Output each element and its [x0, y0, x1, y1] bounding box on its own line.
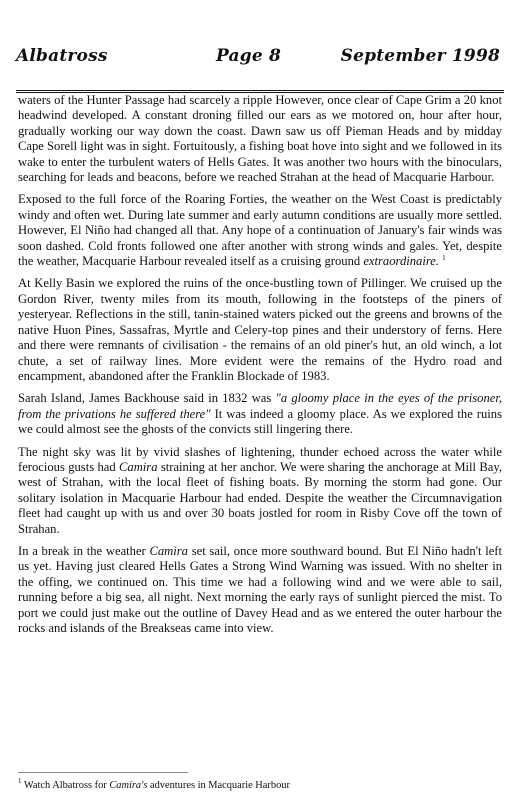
boat-name: Camira — [119, 459, 158, 474]
paragraph-6 — [18, 544, 502, 636]
paragraph-4 — [18, 391, 502, 437]
paragraph-1 — [18, 93, 502, 185]
paragraph-3 — [18, 276, 502, 384]
publication-title: Albatross — [16, 46, 108, 66]
paragraph-5 — [18, 445, 502, 537]
paragraph-5-text-end: straining at her anchor. We were sharing the anchorage at Mill Bay, west of Strahan, with the local fleet of fishing boats. By morning the storm had gone. Our solitary isolation in Macquarie Harbour had ended. Despite the weather the Circumnavigation fleet had caught up with us and over 30 boats jostled for room in Risby Cove off the town of Strahan. — [18, 459, 502, 536]
paragraph-4-text: Sarah Island, James Backhouse said in 1832 was — [18, 391, 276, 406]
footnote-boat-name: Camira's — [109, 780, 148, 791]
emphasis-text: extraordinaire. — [363, 254, 440, 269]
paragraph-3-text: At Kelly Basin we explored the ruins of the once-bustling town of Pillinger. We cruised up the Gordon River, twenty miles from its mouth, following in the footsteps of the piners of yesteryear. Reflections in the still, tanin-stained waters picked out the greens and browns of the native Huon Pines, Sassafras, Myrtle and Celery-top pines and their understory of ferns. Here and there were remnants of civilisation - the remains of an old piner's hut, an old winch, a lot chute, a set of railway lines. More evident were the remains of the Hydro road and encampment, abandoned after the Franklin Blockade of 1983. — [18, 276, 502, 383]
issue-date: September 1998 — [340, 46, 500, 66]
paragraph-4-text-end: It was indeed a gloomy place. As we explored the ruins we could almost see the ghosts of the convicts still lingering there. — [18, 406, 502, 437]
footnote — [18, 777, 290, 792]
article-body — [18, 93, 502, 643]
paragraph-6-text-end: set sail, once more southward bound. But El Niño hadn't left us yet. Having just cleared Hells Gates a Strong Wind Warning was issued. With no shelter in the offing, we continued on. This time we had a following wind and we were able to sail, running before a big sea, all night. Next morning the early rays of sunlight pierced the mist. To port we could just make out the outline of Davey Head and as we entered the outer harbour the rocks and islands of the Breakseas came into view. — [18, 543, 502, 635]
paragraph-1-text: waters of the Hunter Passage had scarcely a ripple However, once clear of Cape Grim a 20 knot headwind developed. A constant droning filled our ears as we motored on, hour after hour, gradually working our way down the coast. Dawn saw us off Pieman Heads and by midday Cape Sorell light was in sight. Fortuitously, a fishing boat hove into sight and we followed in its wake to enter the turbulent waters of Hells Gates. It was another two hours with the binoculars, searching for leads and beacons, before we reached Strahan at the head of Macquarie Harbour. — [18, 93, 502, 185]
paragraph-2 — [18, 192, 502, 269]
footnote-rule — [18, 772, 188, 773]
footnote-text: Watch Albatross for — [21, 780, 110, 791]
footnote-mark: 1 — [18, 777, 22, 785]
paragraph-2-text: Exposed to the full force of the Roaring Forties, the weather on the West Coast is predictably windy and often wet. During late summer and early autumn conditions are usually more settled. However, El Niño had changed all that. Any hope of a continuation of January's fair winds was soon dashed. Cold fronts followed one after another with strong winds and gales. Yet, despite the weather, Macquarie Harbour revealed itself as a cruising ground — [18, 192, 502, 269]
page-number: Page 8 — [216, 46, 281, 66]
boat-name: Camira — [149, 543, 188, 558]
footnote-reference: 1 — [442, 254, 446, 263]
paragraph-6-text: In a break in the weather — [18, 543, 150, 558]
page-header — [16, 46, 500, 70]
backhouse-quote: "a gloomy place in the eyes of the prisoner, from the privations he suffered there" — [18, 391, 502, 421]
footnote-text-end: adventures in Macquarie Harbour — [147, 780, 290, 791]
paragraph-5-text: The night sky was lit by vivid slashes of lightening, thunder echoed across the water while ferocious gusts had — [18, 444, 502, 474]
